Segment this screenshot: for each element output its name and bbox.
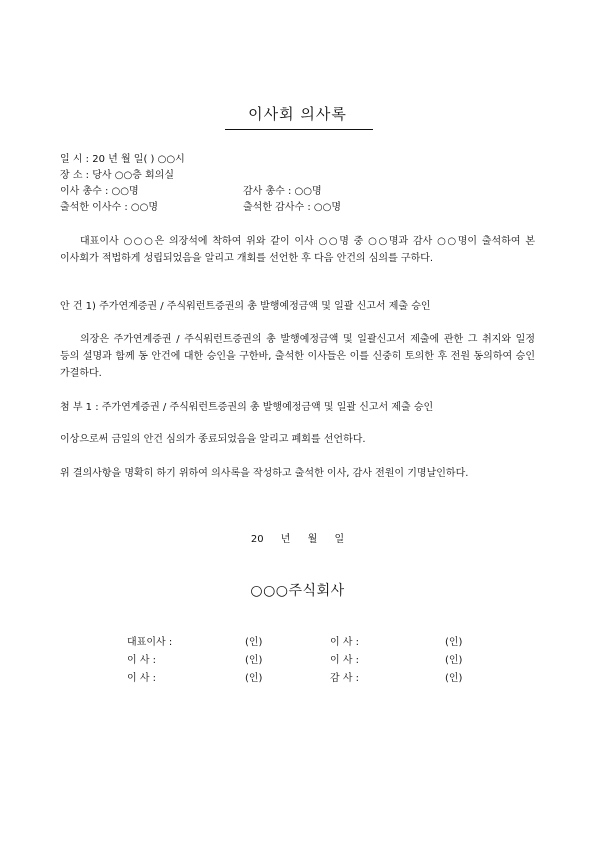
seal-mark: (인) (245, 655, 263, 666)
signing-date: 20 년 월 일 (250, 534, 345, 545)
agenda-item: 안 건 1) 주가연계증권 / 주식워런트증권의 총 발행예정금액 및 일괄 신고서 제출 승인 (60, 301, 431, 312)
seal-mark: (인) (245, 637, 263, 648)
certification-paragraph: 위 결의사항을 명확히 하기 위하여 의사록을 작성하고 출석한 이사, 감사 전원이 기명날인하다. (60, 468, 469, 479)
info-auditor-total: 감사 총수 : ○○명 (243, 186, 322, 197)
info-auditor-attendance: 출석한 감사수 : ○○명 (243, 202, 341, 213)
opening-paragraph: 대표이사 ○○○은 의장석에 착하여 위와 같이 이사 ○○명 중 ○○명과 감사 ○○명이 출석하여 본 이사회가 적법하게 성립되었음을 알리고 개회를 선언한 후 다음 안건의 심의를 구하다. (60, 236, 535, 264)
meeting-info (60, 152, 540, 216)
discussion-paragraph: 의장은 주가연계증권 / 주식워런트증권의 총 발행예정금액 및 일괄신고서 제출에 관한 그 취지와 일정 등의 설명과 함께 동 안건에 대한 승인을 구한바, 출석한 이사들은 이를 신중히 토의한 후 전원 동의하여 승인 가결하다. (60, 334, 535, 379)
company-name: ○○○주식회사 (250, 583, 345, 599)
signature-row (127, 670, 487, 688)
signature-row (127, 634, 487, 652)
title-underline (225, 129, 373, 130)
info-director-total: 이사 총수 : ○○명 (60, 186, 139, 197)
signer-label: 대표이사 : (127, 637, 173, 648)
signer-label: 감 사 : (330, 673, 360, 684)
seal-mark: (인) (445, 637, 463, 648)
info-director-attendance: 출석한 이사수 : ○○명 (60, 202, 158, 213)
signer-label: 이 사 : (330, 655, 360, 666)
info-row-attendance (60, 200, 540, 216)
signer-label: 이 사 : (127, 655, 157, 666)
seal-mark: (인) (445, 673, 463, 684)
signature-block (127, 634, 487, 688)
info-row-totals (60, 184, 540, 200)
seal-mark: (인) (245, 673, 263, 684)
document-title: 이사회 의사록 (248, 105, 347, 123)
signer-label: 이 사 : (330, 637, 360, 648)
signature-row (127, 652, 487, 670)
attachment-line: 첨 부 1 : 주가연계증권 / 주식워런트증권의 총 발행예정금액 및 일괄 신고서 제출 승인 (60, 402, 434, 413)
info-row-place (60, 168, 540, 184)
closing-paragraph: 이상으로써 금일의 안건 심의가 종료되었음을 알리고 폐회를 선언하다. (60, 434, 366, 445)
signer-label: 이 사 : (127, 673, 157, 684)
info-datetime: 일 시 : 20 년 월 일( ) ○○시 (60, 154, 185, 165)
info-place: 장 소 : 당사 ○○층 회의실 (60, 170, 174, 181)
seal-mark: (인) (445, 655, 463, 666)
info-row-datetime (60, 152, 540, 168)
